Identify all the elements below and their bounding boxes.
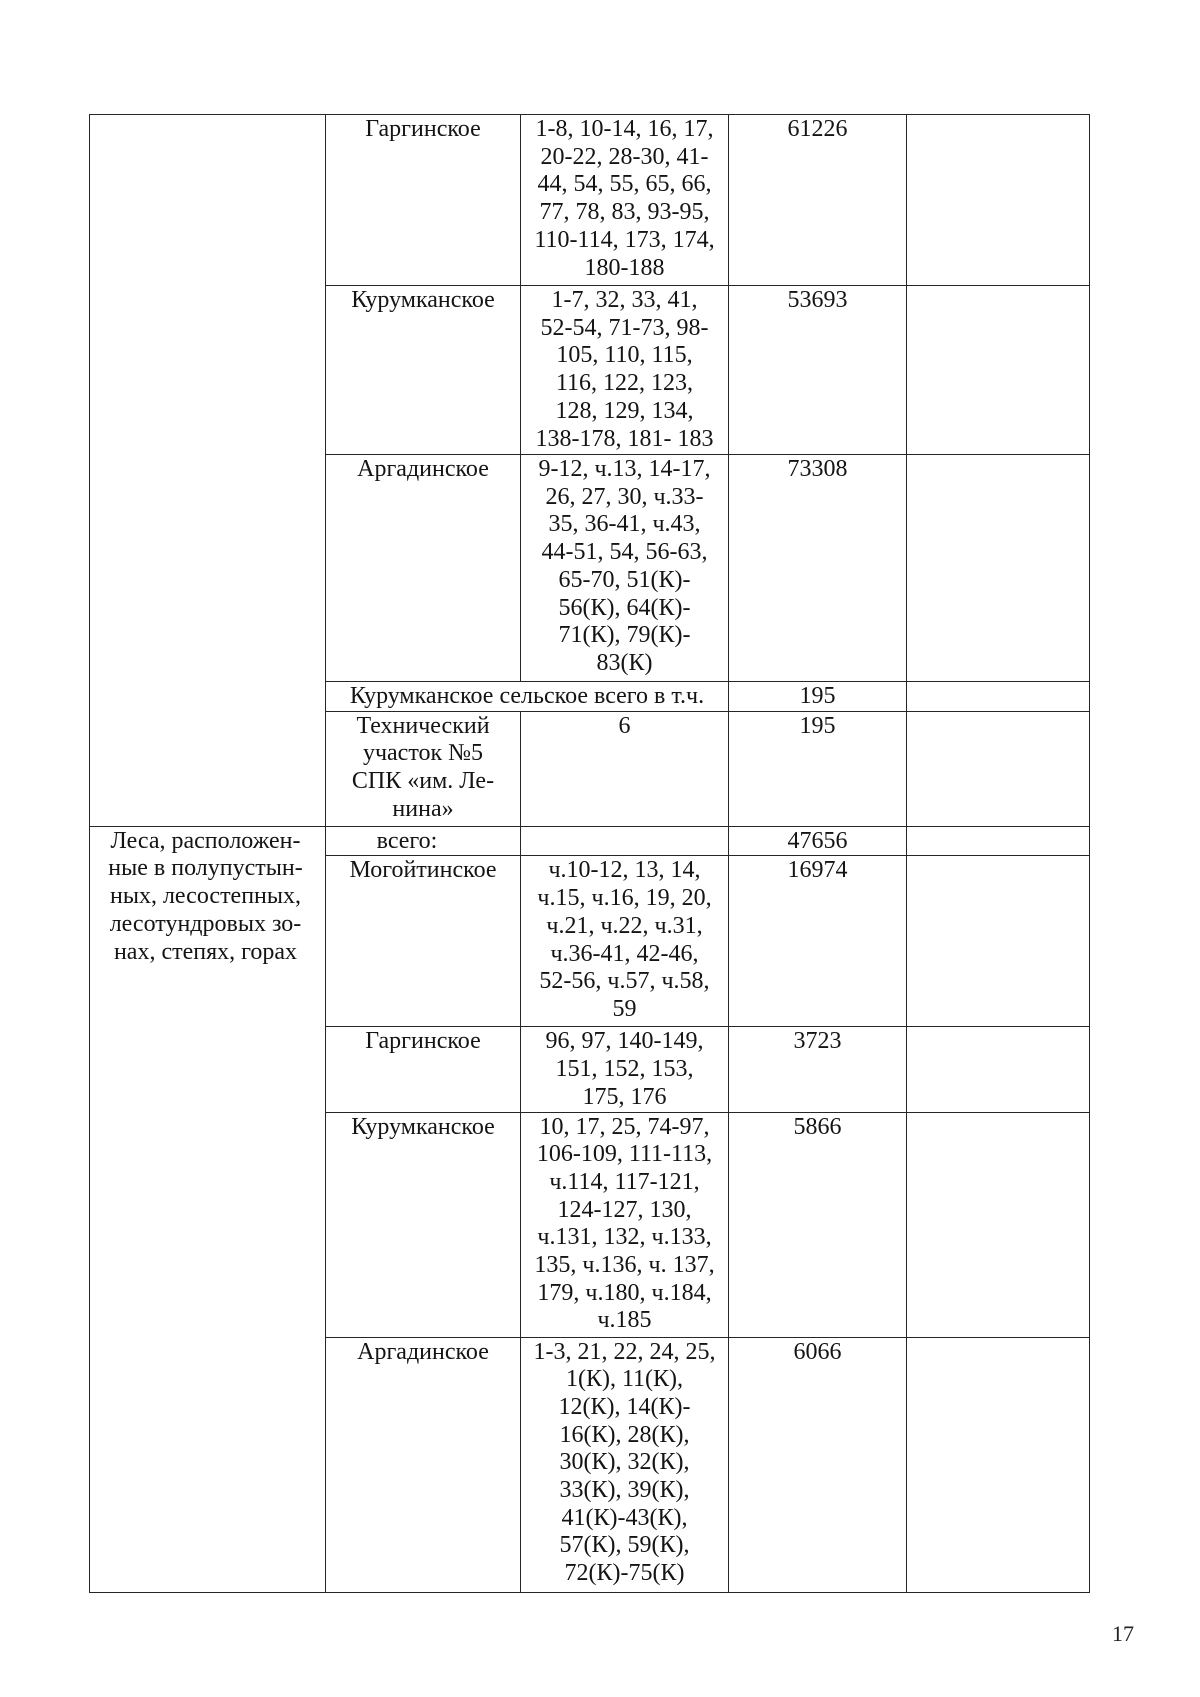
quarters-line: 138-178, 181- 183 bbox=[535, 425, 714, 452]
quarters-line: 52-54, 71-73, 98- bbox=[540, 314, 709, 341]
area-cell bbox=[729, 1337, 907, 1592]
quarters-line: 44, 54, 55, 65, 66, bbox=[537, 171, 712, 198]
category-line: Леса, расположен- bbox=[110, 827, 301, 854]
note-cell bbox=[907, 856, 1090, 1027]
area-value: 5866 bbox=[793, 1113, 842, 1140]
quarters-line: 77, 78, 83, 93-95, bbox=[539, 199, 710, 226]
document-page bbox=[89, 114, 1089, 1593]
quarters-cell bbox=[521, 455, 729, 682]
quarters-cell bbox=[521, 711, 729, 826]
quarters-line: ч.114, 117-121, bbox=[549, 1168, 700, 1195]
forestry-name: Курумканское bbox=[351, 1113, 495, 1140]
quarters-cell bbox=[521, 826, 729, 856]
subtotal-label: Курумканское сельское всего в т.ч. bbox=[349, 683, 705, 709]
quarters-line: 9-12, ч.13, 14-17, bbox=[538, 456, 711, 482]
area-value: 47656 bbox=[787, 827, 848, 854]
area-cell bbox=[729, 286, 907, 455]
category-line: ных, лесостепных, bbox=[109, 883, 302, 910]
quarters-line: 12(К), 14(К)- bbox=[558, 1393, 691, 1420]
quarters-line: 65-70, 51(К)- bbox=[558, 566, 691, 593]
quarters-line: 30(К), 32(К), bbox=[559, 1449, 690, 1476]
quarters-line: 10, 17, 25, 74-97, bbox=[539, 1113, 710, 1140]
forestry-name: Технический bbox=[356, 712, 490, 739]
quarters-line: 33(К), 39(К), bbox=[559, 1477, 690, 1504]
quarters-line: 59 bbox=[612, 995, 637, 1022]
area-value: 16974 bbox=[787, 857, 848, 884]
forestry-name: Курумканское bbox=[351, 287, 495, 313]
area-value: 6066 bbox=[793, 1338, 842, 1365]
note-cell bbox=[907, 1337, 1090, 1592]
forestry-name: участок №5 bbox=[362, 740, 484, 767]
quarters-line: 6 bbox=[618, 712, 631, 739]
area-cell bbox=[729, 682, 907, 712]
forestry-name: нина» bbox=[392, 795, 454, 822]
area-cell bbox=[729, 1112, 907, 1337]
note-cell bbox=[907, 1112, 1090, 1337]
forestry-name: Гаргинское bbox=[365, 116, 481, 142]
quarters-line: ч.36-41, 42-46, bbox=[550, 940, 699, 967]
quarters-line: 16(К), 28(К), bbox=[559, 1421, 690, 1448]
quarters-line: 175, 176 bbox=[582, 1083, 667, 1110]
area-cell bbox=[729, 711, 907, 826]
area-cell bbox=[729, 856, 907, 1027]
area-value: 195 bbox=[799, 683, 836, 709]
area-value: 195 bbox=[799, 712, 836, 739]
quarters-line: ч.15, ч.16, 19, 20, bbox=[537, 885, 712, 912]
forestry-cell bbox=[326, 1337, 521, 1592]
total-label: всего: bbox=[376, 827, 438, 854]
quarters-line: 72(К)-75(К) bbox=[564, 1560, 685, 1587]
quarters-cell bbox=[521, 1027, 729, 1112]
forestry-cell bbox=[326, 115, 521, 286]
quarters-line: 106-109, 111-113, bbox=[536, 1141, 713, 1168]
quarters-line: ч.10-12, 13, 14, bbox=[548, 857, 701, 884]
quarters-line: 57(К), 59(К), bbox=[559, 1532, 690, 1559]
forestry-name: Гаргинское bbox=[365, 1028, 481, 1055]
quarters-line: 35, 36-41, ч.43, bbox=[548, 511, 701, 538]
quarters-line: 110-114, 173, 174, bbox=[534, 226, 715, 253]
quarters-line: 1-7, 32, 33, 41, bbox=[551, 287, 698, 313]
note-cell bbox=[907, 286, 1090, 455]
quarters-line: 128, 129, 134, bbox=[555, 397, 694, 424]
quarters-line: 105, 110, 115, bbox=[556, 342, 693, 369]
note-cell bbox=[907, 826, 1090, 856]
page-number: 17 bbox=[1112, 1621, 1134, 1646]
quarters-line: 1-3, 21, 22, 24, 25, bbox=[533, 1338, 716, 1365]
area-value: 53693 bbox=[787, 287, 848, 313]
quarters-line: 179, ч.180, ч.184, bbox=[537, 1279, 712, 1306]
area-cell bbox=[729, 115, 907, 286]
quarters-line: 56(К), 64(К)- bbox=[558, 594, 691, 621]
quarters-cell bbox=[521, 856, 729, 1027]
table-row bbox=[90, 826, 1090, 856]
quarters-line: 71(К), 79(К)- bbox=[558, 622, 691, 649]
quarters-line: ч.185 bbox=[597, 1307, 652, 1334]
quarters-line: 44-51, 54, 56-63, bbox=[541, 539, 708, 566]
quarters-line: 41(К)-43(К), bbox=[561, 1504, 688, 1531]
quarters-cell bbox=[521, 115, 729, 286]
category-cell bbox=[90, 115, 326, 827]
quarters-line: 1(К), 11(К), bbox=[565, 1366, 684, 1393]
subtotal-cell bbox=[326, 682, 729, 712]
area-value: 61226 bbox=[787, 116, 848, 142]
forestry-name: Аргадинское bbox=[357, 1338, 489, 1365]
note-cell bbox=[907, 1027, 1090, 1112]
forestry-cell bbox=[326, 286, 521, 455]
quarters-line: 83(К) bbox=[596, 649, 653, 676]
forestry-cell bbox=[326, 1112, 521, 1337]
forestry-name: Аргадинское bbox=[357, 456, 489, 482]
forestry-name: Могойтинское bbox=[349, 857, 497, 884]
category-line: ные в полупустын- bbox=[108, 855, 303, 882]
note-cell bbox=[907, 115, 1090, 286]
quarters-cell bbox=[521, 286, 729, 455]
quarters-line: 180-188 bbox=[584, 254, 665, 281]
quarters-line: 151, 152, 153, bbox=[555, 1056, 694, 1083]
category-line: нах, степях, горах bbox=[113, 938, 298, 965]
note-cell bbox=[907, 455, 1090, 682]
quarters-line: 1-8, 10-14, 16, 17, bbox=[535, 116, 714, 142]
forestry-cell bbox=[326, 1027, 521, 1112]
forest-quarters-table bbox=[89, 114, 1090, 1593]
quarters-line: ч.131, 132, ч.133, bbox=[537, 1224, 712, 1251]
category-line: лесотундровых зо- bbox=[109, 910, 302, 937]
note-cell bbox=[907, 682, 1090, 712]
quarters-line: 52-56, ч.57, ч.58, bbox=[539, 968, 710, 995]
quarters-line: 26, 27, 30, ч.33- bbox=[545, 483, 704, 510]
quarters-line: 135, ч.136, ч. 137, bbox=[534, 1252, 715, 1279]
area-cell bbox=[729, 455, 907, 682]
quarters-line: 96, 97, 140-149, bbox=[545, 1028, 704, 1055]
area-cell bbox=[729, 826, 907, 856]
category-cell bbox=[90, 826, 326, 1592]
quarters-line: ч.21, ч.22, ч.31, bbox=[546, 912, 703, 939]
quarters-cell bbox=[521, 1337, 729, 1592]
quarters-line: 20-22, 28-30, 41- bbox=[540, 143, 709, 170]
forestry-cell bbox=[326, 856, 521, 1027]
quarters-line: 124-127, 130, bbox=[557, 1196, 692, 1223]
area-value: 73308 bbox=[787, 456, 848, 482]
quarters-cell bbox=[521, 1112, 729, 1337]
forestry-cell bbox=[326, 455, 521, 682]
forestry-name: СПК «им. Ле- bbox=[351, 768, 495, 795]
area-value: 3723 bbox=[793, 1028, 842, 1055]
forestry-cell bbox=[326, 826, 521, 856]
area-cell bbox=[729, 1027, 907, 1112]
table-row bbox=[90, 115, 1090, 286]
quarters-line: 116, 122, 123, bbox=[555, 370, 694, 397]
note-cell bbox=[907, 711, 1090, 826]
forestry-cell bbox=[326, 711, 521, 826]
